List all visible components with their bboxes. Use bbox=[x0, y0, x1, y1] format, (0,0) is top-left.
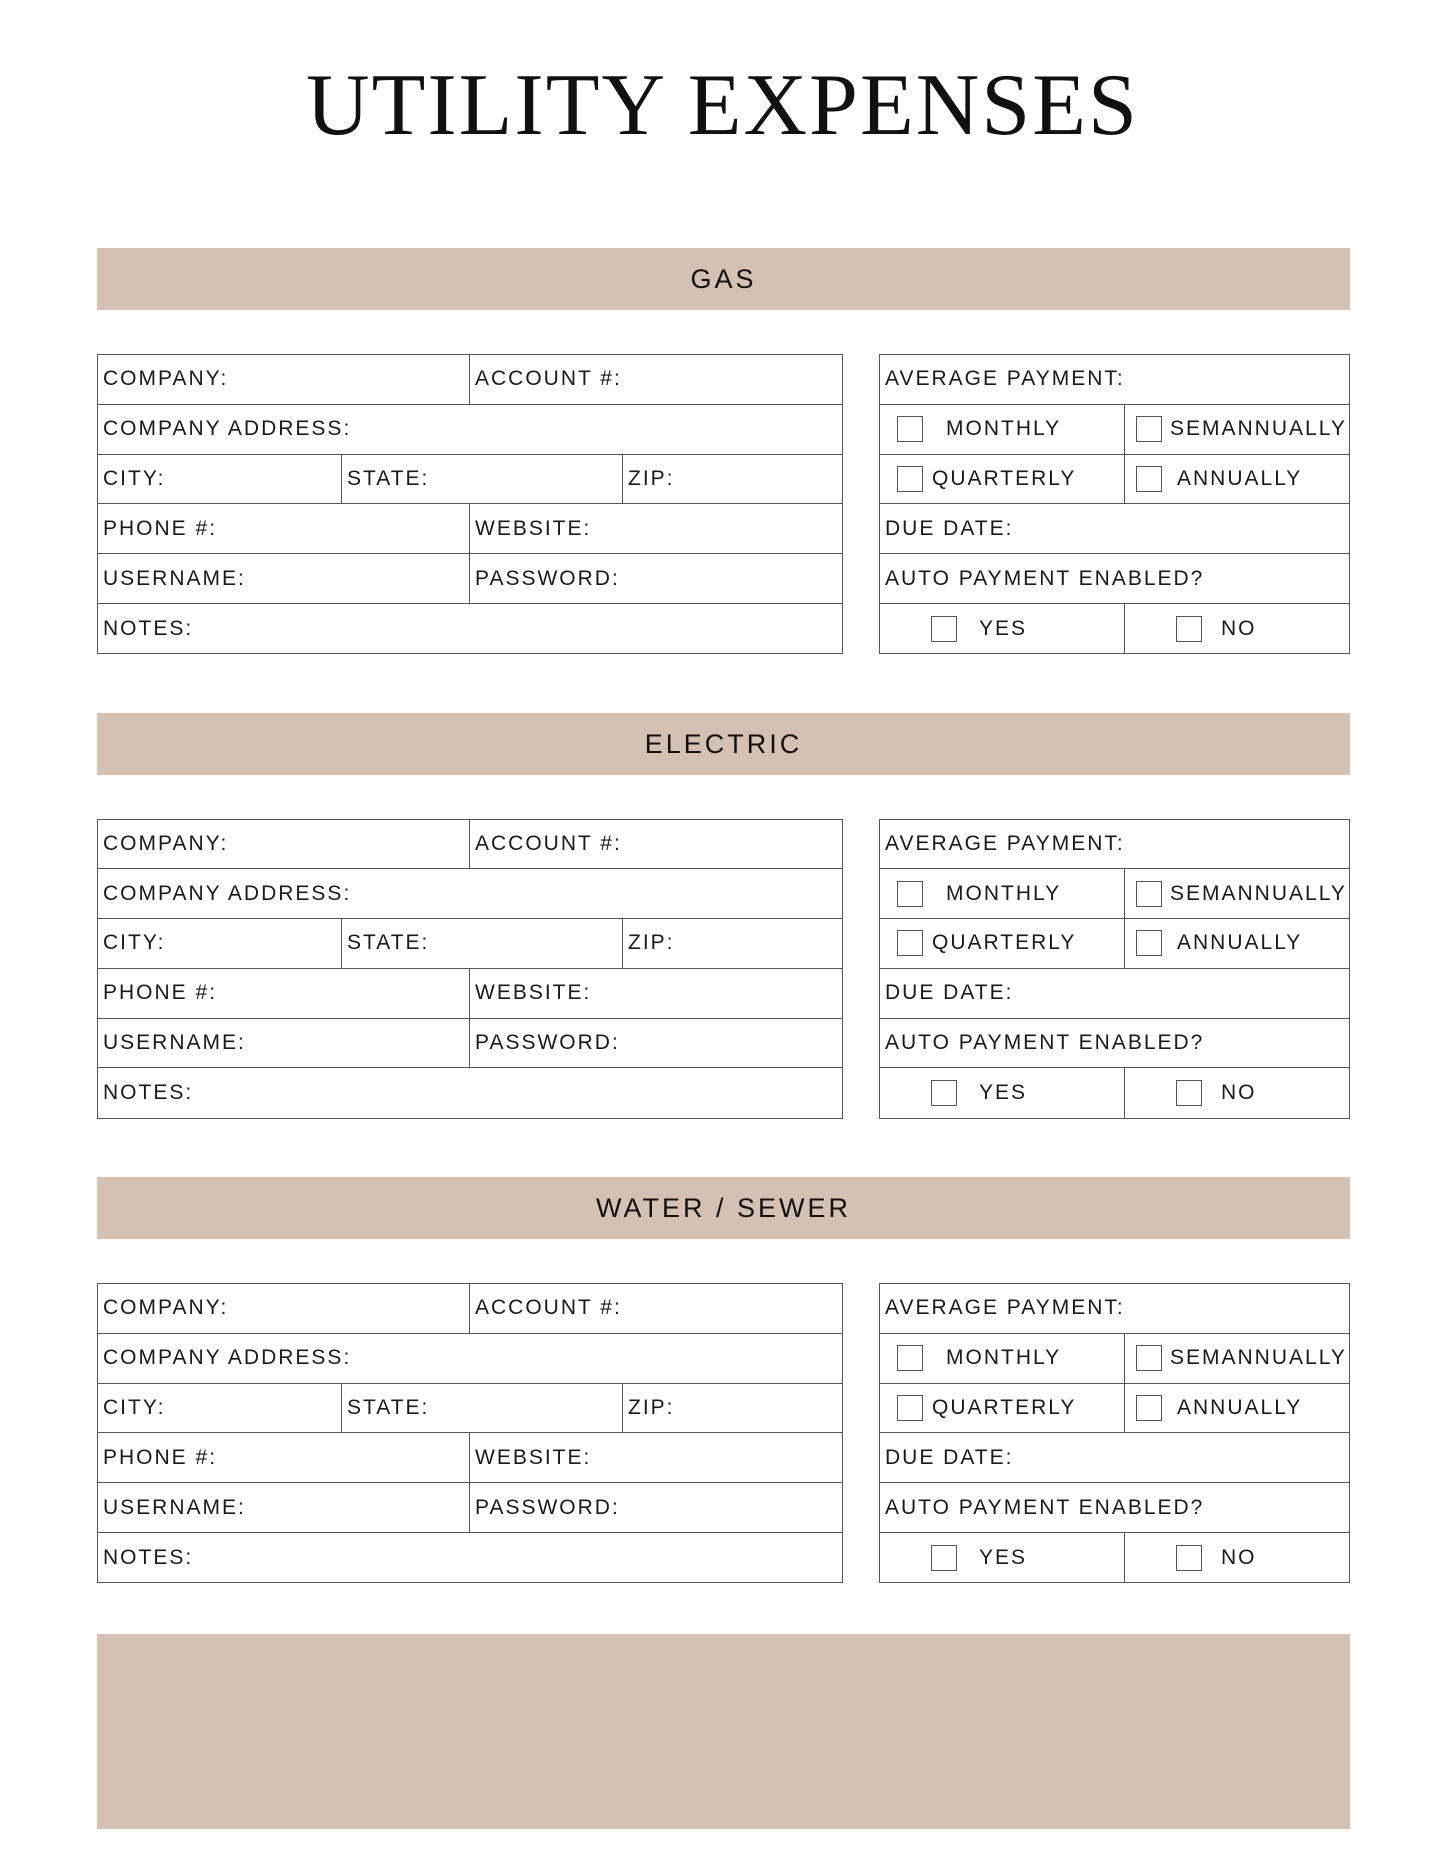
table-row bbox=[98, 1433, 842, 1483]
due-date-label: DUE DATE: bbox=[885, 516, 1014, 540]
average-payment-label: AVERAGE PAYMENT: bbox=[885, 831, 1125, 855]
state-label: STATE: bbox=[347, 931, 430, 955]
monthly-option bbox=[880, 1334, 1125, 1383]
yes-checkbox[interactable] bbox=[931, 1080, 957, 1106]
quarterly-label: QUARTERLY bbox=[932, 931, 1077, 955]
state-field[interactable] bbox=[342, 1384, 623, 1433]
username-label: USERNAME: bbox=[103, 1495, 246, 1519]
table-row bbox=[880, 969, 1349, 1019]
account-info-table bbox=[97, 1283, 843, 1583]
semannually-option bbox=[1125, 869, 1349, 918]
state-field[interactable] bbox=[342, 919, 623, 968]
notes-label: NOTES: bbox=[103, 1545, 194, 1569]
due-date-label: DUE DATE: bbox=[885, 981, 1014, 1005]
section-heading: GAS bbox=[97, 248, 1350, 310]
annually-checkbox[interactable] bbox=[1136, 930, 1162, 956]
table-row bbox=[98, 405, 842, 455]
notes-field[interactable] bbox=[98, 1533, 842, 1583]
no-label: NO bbox=[1221, 1081, 1257, 1105]
annually-label: ANNUALLY bbox=[1177, 1395, 1303, 1419]
website-field[interactable] bbox=[470, 504, 842, 553]
phone-field[interactable] bbox=[98, 504, 470, 553]
zip-field[interactable] bbox=[623, 919, 842, 968]
yes-label: YES bbox=[979, 1545, 1028, 1569]
account-label: ACCOUNT #: bbox=[475, 1296, 622, 1320]
table-row bbox=[880, 604, 1349, 654]
yes-option bbox=[880, 604, 1125, 654]
notes-field[interactable] bbox=[98, 604, 842, 654]
footer-band bbox=[97, 1634, 1350, 1829]
page-title: UTILITY EXPENSES bbox=[306, 57, 1139, 154]
annually-label: ANNUALLY bbox=[1177, 931, 1303, 955]
no-option bbox=[1125, 1068, 1349, 1118]
table-row bbox=[880, 554, 1349, 604]
table-row bbox=[880, 1334, 1349, 1384]
annually-checkbox[interactable] bbox=[1136, 466, 1162, 492]
table-row bbox=[880, 355, 1349, 405]
company-address-field[interactable] bbox=[98, 869, 842, 918]
zip-label: ZIP: bbox=[628, 931, 675, 955]
city-field[interactable] bbox=[98, 919, 342, 968]
notes-field[interactable] bbox=[98, 1068, 842, 1118]
phone-label: PHONE #: bbox=[103, 1445, 218, 1469]
payment-info-table bbox=[879, 1283, 1350, 1583]
phone-label: PHONE #: bbox=[103, 516, 218, 540]
account-label: ACCOUNT #: bbox=[475, 831, 622, 855]
table-row bbox=[880, 1433, 1349, 1483]
notes-label: NOTES: bbox=[103, 1081, 194, 1105]
yes-label: YES bbox=[979, 1081, 1028, 1105]
semannually-label: SEMANNUALLY bbox=[1170, 1346, 1347, 1370]
monthly-label: MONTHLY bbox=[946, 881, 1062, 905]
table-row bbox=[880, 869, 1349, 919]
company-address-label: COMPANY ADDRESS: bbox=[103, 1346, 352, 1370]
no-checkbox[interactable] bbox=[1176, 1545, 1202, 1571]
no-checkbox[interactable] bbox=[1176, 1080, 1202, 1106]
table-row bbox=[98, 820, 842, 870]
table-row bbox=[98, 1019, 842, 1069]
average-payment-field[interactable] bbox=[880, 1284, 1349, 1333]
semannually-option bbox=[1125, 405, 1349, 454]
quarterly-checkbox[interactable] bbox=[897, 930, 923, 956]
company-label: COMPANY: bbox=[103, 1296, 229, 1320]
quarterly-checkbox[interactable] bbox=[897, 466, 923, 492]
city-field[interactable] bbox=[98, 1384, 342, 1433]
payment-info-table bbox=[879, 354, 1350, 654]
account-number-field[interactable] bbox=[470, 355, 842, 404]
website-field[interactable] bbox=[470, 969, 842, 1018]
quarterly-checkbox[interactable] bbox=[897, 1395, 923, 1421]
password-label: PASSWORD: bbox=[475, 1495, 620, 1519]
no-label: NO bbox=[1221, 616, 1257, 640]
table-row bbox=[880, 455, 1349, 505]
state-label: STATE: bbox=[347, 1395, 430, 1419]
due-date-label: DUE DATE: bbox=[885, 1445, 1014, 1469]
yes-checkbox[interactable] bbox=[931, 616, 957, 642]
average-payment-field[interactable] bbox=[880, 820, 1349, 869]
due-date-field[interactable] bbox=[880, 969, 1349, 1018]
monthly-option bbox=[880, 869, 1125, 918]
no-option bbox=[1125, 1533, 1349, 1583]
monthly-checkbox[interactable] bbox=[897, 416, 923, 442]
table-row bbox=[98, 1384, 842, 1434]
phone-field[interactable] bbox=[98, 1433, 470, 1482]
company-address-label: COMPANY ADDRESS: bbox=[103, 881, 352, 905]
monthly-checkbox[interactable] bbox=[897, 1345, 923, 1371]
yes-label: YES bbox=[979, 616, 1028, 640]
password-field[interactable] bbox=[470, 1483, 842, 1532]
company-label: COMPANY: bbox=[103, 367, 229, 391]
city-field[interactable] bbox=[98, 455, 342, 504]
auto-payment-question bbox=[880, 1483, 1349, 1532]
quarterly-option bbox=[880, 1384, 1125, 1433]
zip-field[interactable] bbox=[623, 1384, 842, 1433]
no-label: NO bbox=[1221, 1545, 1257, 1569]
monthly-label: MONTHLY bbox=[946, 417, 1062, 441]
account-number-field[interactable] bbox=[470, 820, 842, 869]
auto-payment-label: AUTO PAYMENT ENABLED? bbox=[885, 566, 1205, 590]
notes-label: NOTES: bbox=[103, 616, 194, 640]
city-label: CITY: bbox=[103, 466, 166, 490]
company-address-field[interactable] bbox=[98, 405, 842, 454]
website-field[interactable] bbox=[470, 1433, 842, 1482]
table-row bbox=[880, 1384, 1349, 1434]
quarterly-label: QUARTERLY bbox=[932, 466, 1077, 490]
table-row bbox=[98, 1483, 842, 1533]
annually-option bbox=[1125, 919, 1349, 968]
table-row bbox=[98, 1533, 842, 1583]
no-option bbox=[1125, 604, 1349, 654]
quarterly-option bbox=[880, 455, 1125, 504]
table-row bbox=[98, 869, 842, 919]
password-label: PASSWORD: bbox=[475, 1031, 620, 1055]
monthly-checkbox[interactable] bbox=[897, 881, 923, 907]
phone-field[interactable] bbox=[98, 969, 470, 1018]
account-info-table bbox=[97, 354, 843, 654]
table-row bbox=[880, 405, 1349, 455]
table-row bbox=[880, 1019, 1349, 1069]
annually-checkbox[interactable] bbox=[1136, 1395, 1162, 1421]
username-label: USERNAME: bbox=[103, 1031, 246, 1055]
zip-label: ZIP: bbox=[628, 1395, 675, 1419]
table-row bbox=[880, 820, 1349, 870]
table-row bbox=[98, 1068, 842, 1118]
phone-label: PHONE #: bbox=[103, 981, 218, 1005]
account-label: ACCOUNT #: bbox=[475, 367, 622, 391]
auto-payment-label: AUTO PAYMENT ENABLED? bbox=[885, 1031, 1205, 1055]
website-label: WEBSITE: bbox=[475, 1445, 592, 1469]
table-row bbox=[880, 1284, 1349, 1334]
table-row bbox=[98, 1334, 842, 1384]
table-row bbox=[98, 604, 842, 654]
city-label: CITY: bbox=[103, 931, 166, 955]
average-payment-label: AVERAGE PAYMENT: bbox=[885, 367, 1125, 391]
account-number-field[interactable] bbox=[470, 1284, 842, 1333]
annually-label: ANNUALLY bbox=[1177, 466, 1303, 490]
table-row bbox=[98, 455, 842, 505]
company-address-label: COMPANY ADDRESS: bbox=[103, 417, 352, 441]
auto-payment-question bbox=[880, 1019, 1349, 1068]
password-label: PASSWORD: bbox=[475, 566, 620, 590]
semannually-checkbox[interactable] bbox=[1136, 1345, 1162, 1371]
state-label: STATE: bbox=[347, 466, 430, 490]
no-checkbox[interactable] bbox=[1176, 616, 1202, 642]
username-field[interactable] bbox=[98, 1483, 470, 1532]
table-row bbox=[98, 969, 842, 1019]
zip-field[interactable] bbox=[623, 455, 842, 504]
due-date-field[interactable] bbox=[880, 504, 1349, 553]
due-date-field[interactable] bbox=[880, 1433, 1349, 1482]
monthly-label: MONTHLY bbox=[946, 1346, 1062, 1370]
auto-payment-label: AUTO PAYMENT ENABLED? bbox=[885, 1495, 1205, 1519]
table-row bbox=[98, 504, 842, 554]
table-row bbox=[880, 504, 1349, 554]
yes-option bbox=[880, 1533, 1125, 1583]
zip-label: ZIP: bbox=[628, 466, 675, 490]
average-payment-field[interactable] bbox=[880, 355, 1349, 404]
section-heading: WATER / SEWER bbox=[97, 1177, 1350, 1239]
company-field[interactable] bbox=[98, 1284, 470, 1333]
annually-option bbox=[1125, 1384, 1349, 1433]
semannually-checkbox[interactable] bbox=[1136, 416, 1162, 442]
password-field[interactable] bbox=[470, 554, 842, 603]
company-address-field[interactable] bbox=[98, 1334, 842, 1383]
password-field[interactable] bbox=[470, 1019, 842, 1068]
quarterly-label: QUARTERLY bbox=[932, 1395, 1077, 1419]
table-row bbox=[880, 1068, 1349, 1118]
table-row bbox=[98, 355, 842, 405]
yes-checkbox[interactable] bbox=[931, 1545, 957, 1571]
table-row bbox=[880, 919, 1349, 969]
state-field[interactable] bbox=[342, 455, 623, 504]
username-label: USERNAME: bbox=[103, 566, 246, 590]
table-row bbox=[880, 1483, 1349, 1533]
username-field[interactable] bbox=[98, 1019, 470, 1068]
table-row bbox=[98, 554, 842, 604]
quarterly-option bbox=[880, 919, 1125, 968]
annually-option bbox=[1125, 455, 1349, 504]
company-field[interactable] bbox=[98, 355, 470, 404]
website-label: WEBSITE: bbox=[475, 981, 592, 1005]
average-payment-label: AVERAGE PAYMENT: bbox=[885, 1296, 1125, 1320]
table-row bbox=[880, 1533, 1349, 1583]
section-heading: ELECTRIC bbox=[97, 713, 1350, 775]
account-info-table bbox=[97, 819, 843, 1119]
semannually-checkbox[interactable] bbox=[1136, 881, 1162, 907]
website-label: WEBSITE: bbox=[475, 516, 592, 540]
table-row bbox=[98, 919, 842, 969]
semannually-label: SEMANNUALLY bbox=[1170, 881, 1347, 905]
payment-info-table bbox=[879, 819, 1350, 1119]
username-field[interactable] bbox=[98, 554, 470, 603]
monthly-option bbox=[880, 405, 1125, 454]
company-field[interactable] bbox=[98, 820, 470, 869]
city-label: CITY: bbox=[103, 1395, 166, 1419]
auto-payment-question bbox=[880, 554, 1349, 603]
semannually-label: SEMANNUALLY bbox=[1170, 417, 1347, 441]
yes-option bbox=[880, 1068, 1125, 1118]
company-label: COMPANY: bbox=[103, 831, 229, 855]
semannually-option bbox=[1125, 1334, 1349, 1383]
table-row bbox=[98, 1284, 842, 1334]
